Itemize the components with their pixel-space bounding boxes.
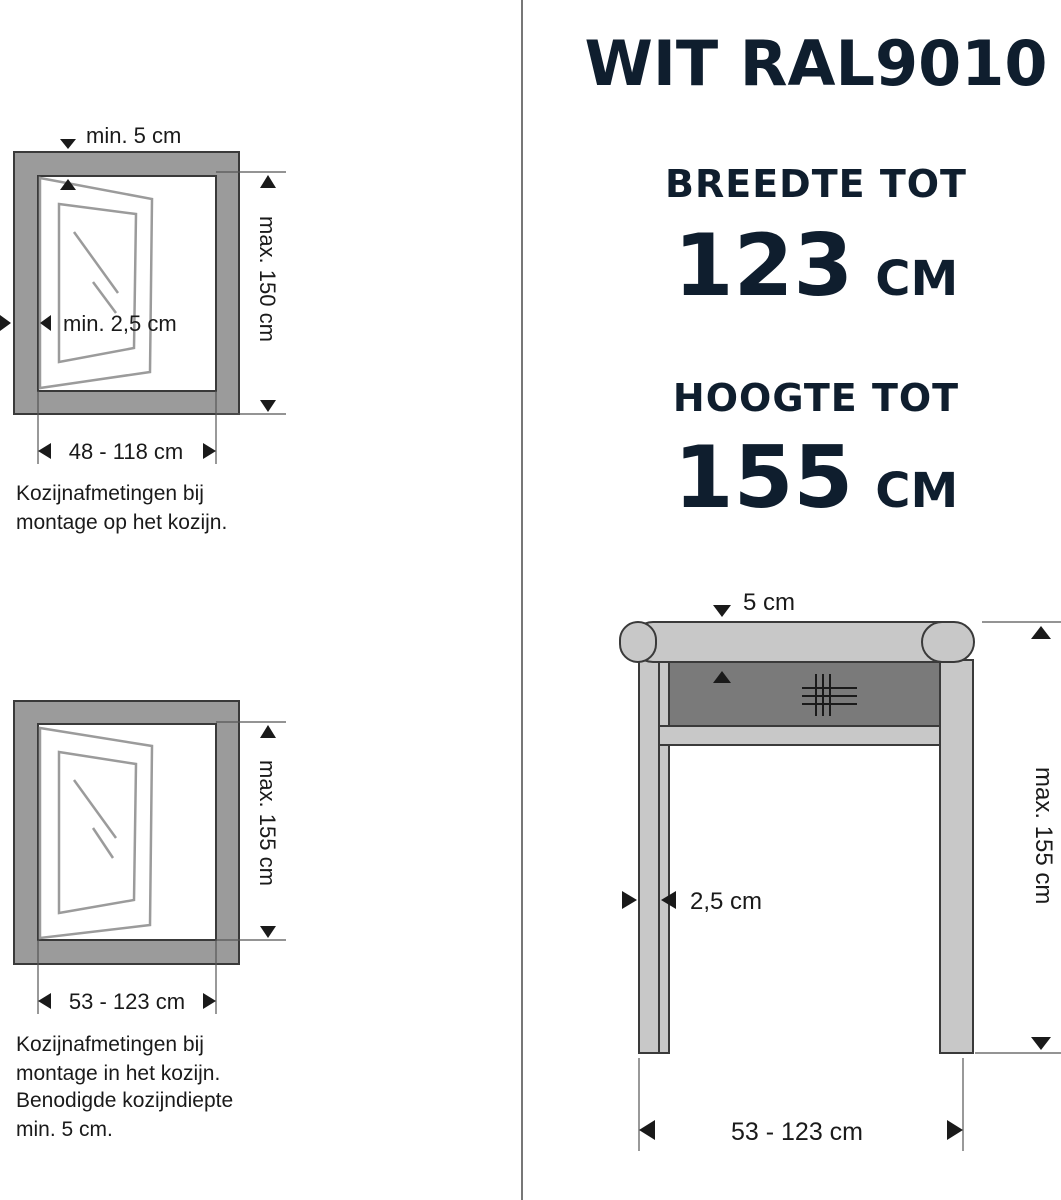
width-arrow-right [203,993,216,1009]
height-arrow-top [260,725,276,738]
width-label: 48 - 118 cm [68,439,184,464]
right-rail [940,660,973,1053]
height-label: max. 150 cm [255,216,280,342]
width-label: 53 - 123 cm [730,1118,864,1146]
width-value: 123 [673,216,854,316]
top-margin-label: min. 5 cm [86,123,182,148]
blind-fabric [669,662,940,726]
width-arrow-left [38,993,51,1009]
top-depth-label: 5 cm [743,589,796,616]
height-arrow-top [1031,626,1051,639]
width-arrow-left [38,443,51,459]
height-arrow-top [260,175,276,188]
caption-line: montage in het kozijn. [16,1062,221,1085]
top-depth-arrow [713,605,731,617]
left-rail-inner [659,660,669,1053]
bottom-bar [659,726,940,745]
side-depth-arrow-left [622,891,637,909]
side-depth-label: 2,5 cm [690,888,763,915]
width-arrow-left [639,1120,655,1140]
width-value-line [674,216,959,316]
caption [16,1033,239,1141]
width-arrow-right [203,443,216,459]
caption-line: montage op het kozijn. [16,511,228,534]
side-margin-label: min. 2,5 cm [63,311,177,336]
height-arrow-bottom [1031,1037,1051,1050]
caption-line: Benodigde kozijndiepte [16,1089,234,1112]
diagram-mount-in-frame [14,701,286,1141]
top-margin-arrow [60,139,76,149]
height-value-line [674,428,959,528]
window-pane [38,724,216,940]
width-label: BREEDTE TOT [665,162,967,206]
side-margin-arrow-left [0,315,11,331]
caption-line: Kozijnafmetingen bij [16,482,204,505]
width-label: 53 - 123 cm [68,989,186,1014]
cassette-end-right [922,622,974,662]
cassette-top [633,622,965,662]
height-label: max. 155 cm [255,760,280,886]
product-color-title: WIT RAL9010 [584,27,1048,100]
width-unit: CM [875,251,959,307]
window-pane [38,176,216,391]
caption [16,482,227,534]
height-unit: CM [875,463,959,519]
left-rail [639,660,659,1053]
cassette-end-left [620,622,656,662]
width-arrow-right [947,1120,963,1140]
height-value: 155 [673,428,854,528]
caption-line: Kozijnafmetingen bij [16,1033,204,1056]
diagram-blind-section [620,589,1061,1151]
diagram-mount-on-frame [0,123,286,534]
height-arrow-bottom [260,926,276,938]
height-arrow-bottom [260,400,276,412]
height-label: HOOGTE TOT [672,376,960,420]
caption-line: min. 5 cm. [16,1118,113,1141]
height-label: max. 155 cm [1030,767,1057,905]
